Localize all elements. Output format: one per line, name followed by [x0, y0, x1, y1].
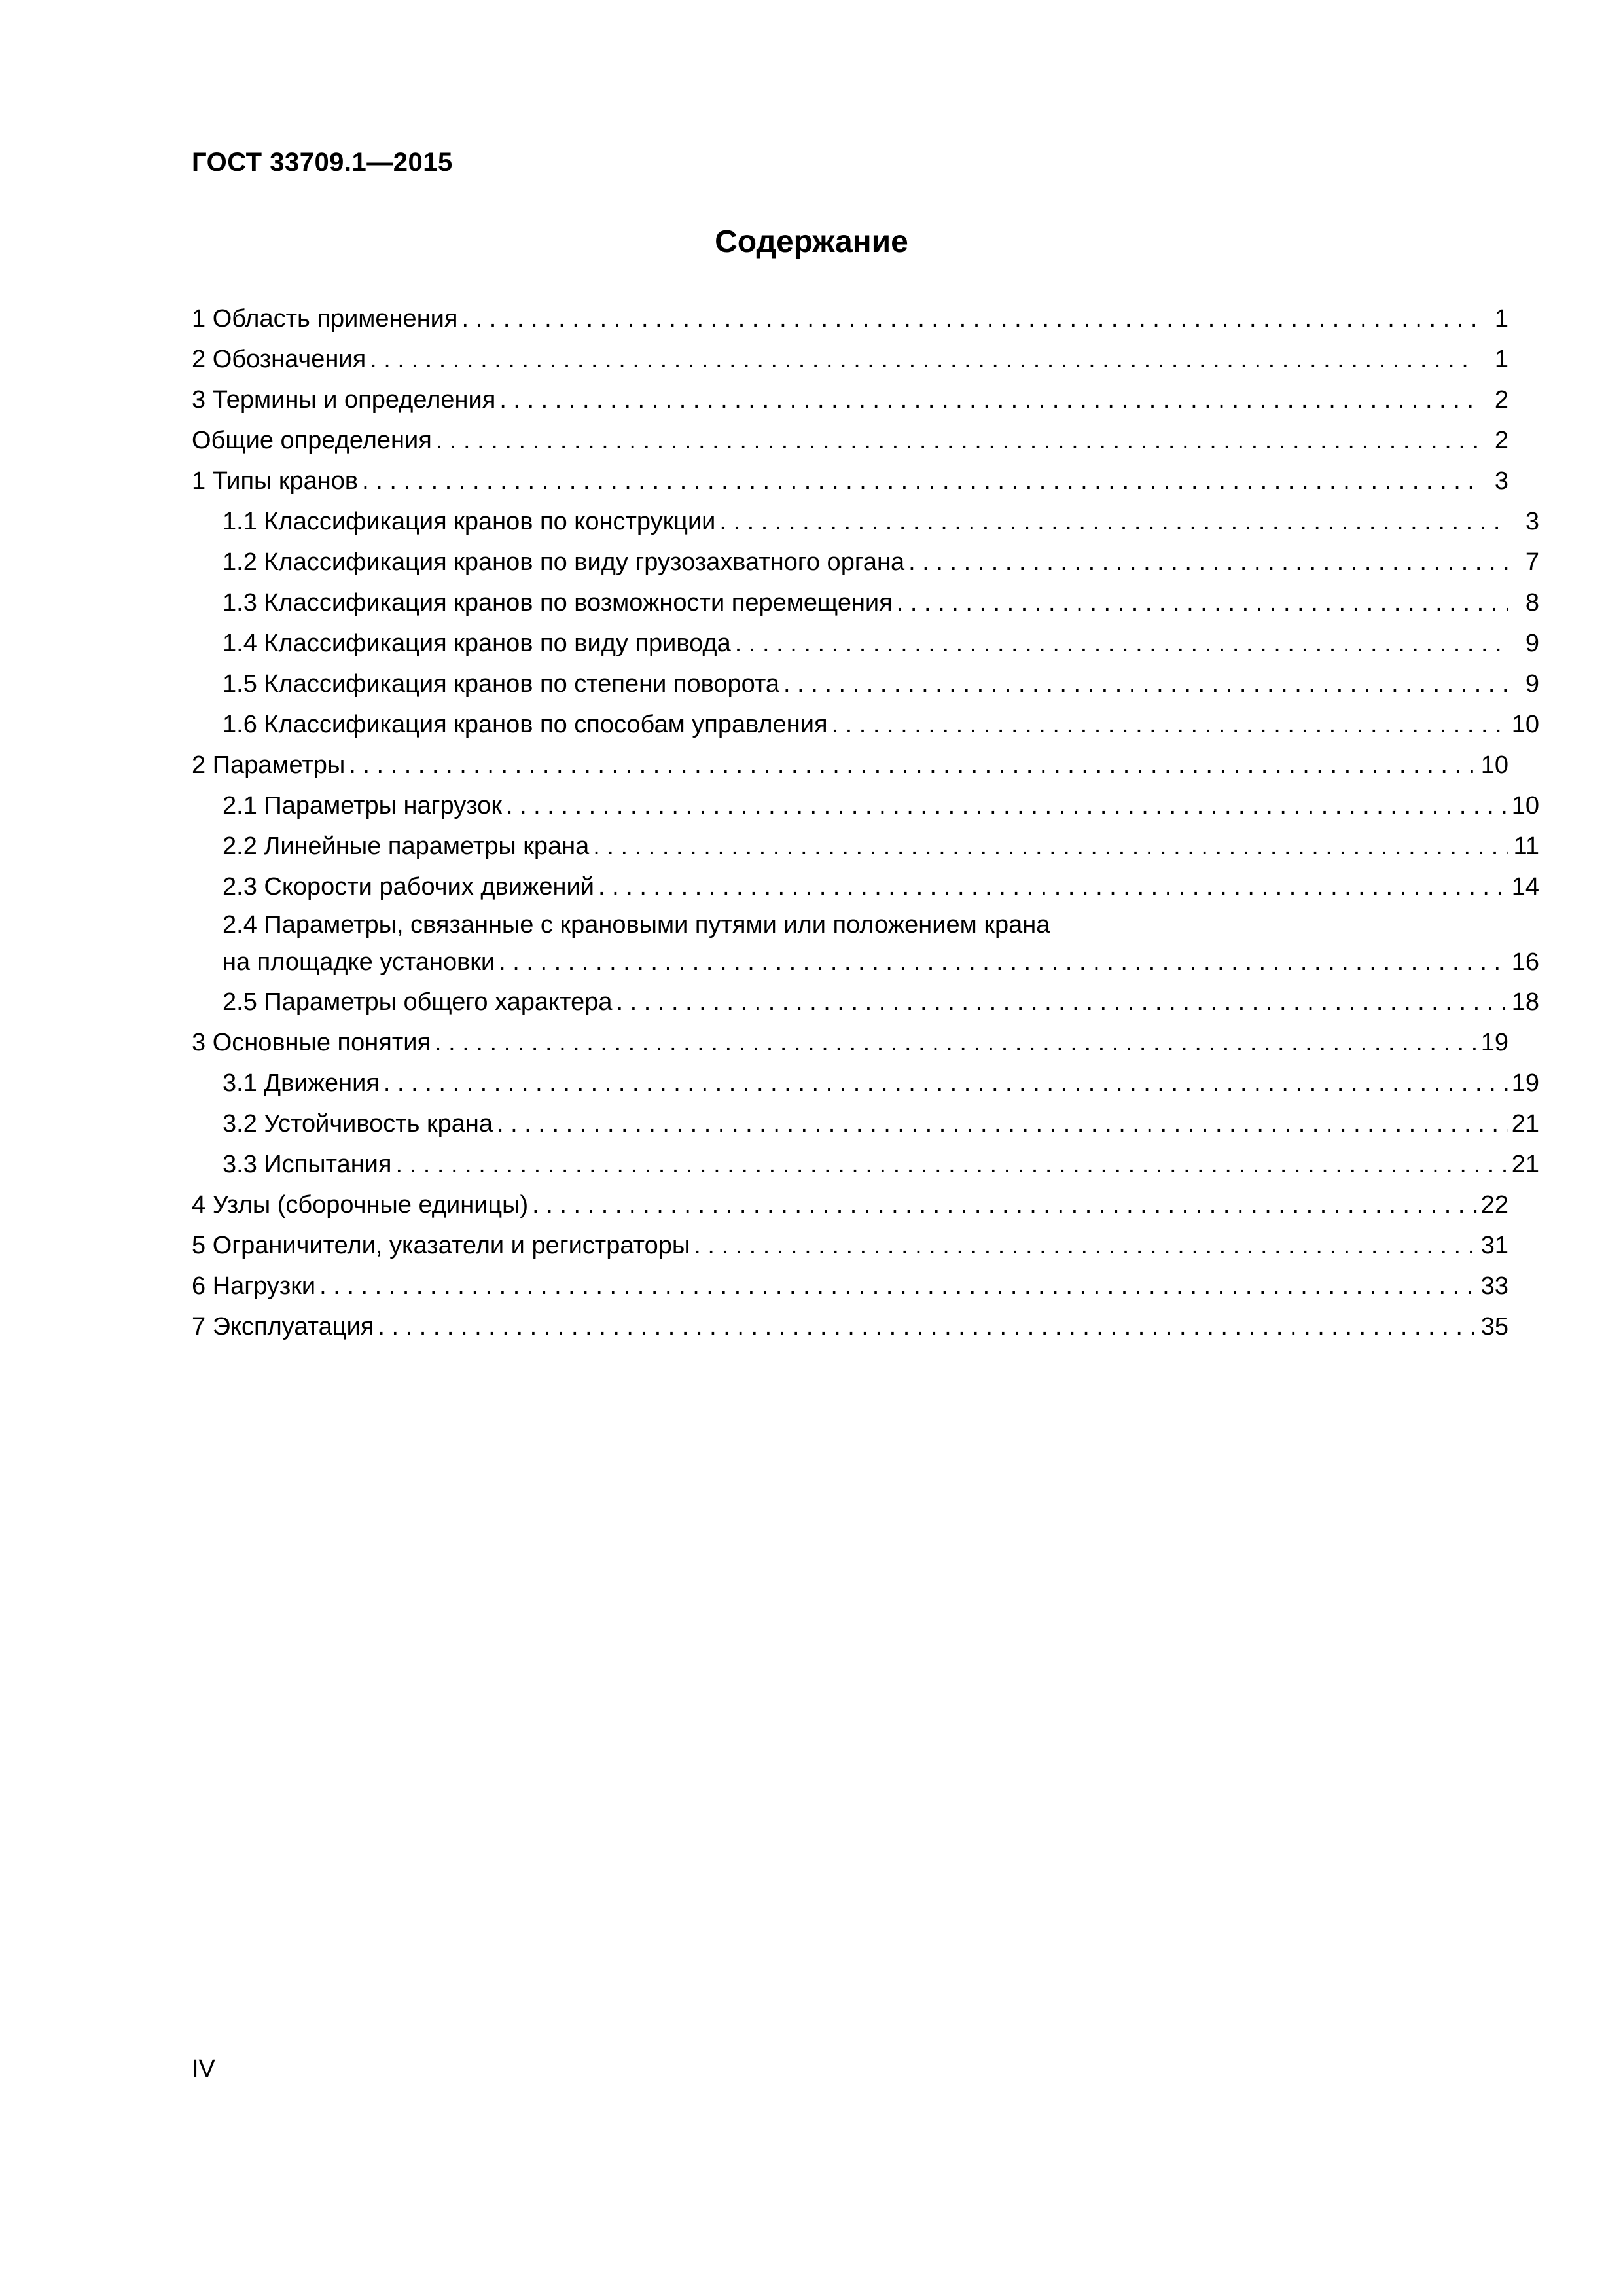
leader-dots	[493, 1103, 1508, 1144]
leader-dots	[731, 623, 1508, 664]
toc-entry-page: 14	[1511, 873, 1539, 901]
toc-entry-label: 1 Типы кранов	[192, 467, 359, 495]
toc-entry-general-definitions[interactable]	[192, 420, 1508, 461]
toc-entry-3-1[interactable]	[192, 1063, 1539, 1103]
leader-dots	[495, 942, 1508, 982]
toc-entry-page: 7	[1525, 548, 1539, 576]
leader-dots	[315, 1266, 1477, 1306]
toc-entry-crane-types[interactable]	[192, 461, 1508, 501]
toc-entry-2-4[interactable]	[192, 907, 1539, 982]
leader-dots	[715, 501, 1508, 542]
toc-entry-page: 2	[1494, 427, 1508, 454]
toc-entry-page: 10	[1480, 751, 1508, 779]
toc-entry-label: 2.2 Линейные параметры крана	[223, 833, 590, 860]
leader-dots	[345, 745, 1477, 785]
toc-entry-1-2[interactable]	[192, 542, 1539, 583]
toc-entry-page: 2	[1494, 386, 1508, 414]
toc-entry-1-1[interactable]	[192, 501, 1539, 542]
leader-dots	[380, 1063, 1508, 1103]
toc-entry-1-3[interactable]	[192, 583, 1539, 623]
leader-dots	[374, 1306, 1477, 1347]
toc-entry-label: 6 Нагрузки	[192, 1272, 316, 1300]
toc-entry-page: 21	[1511, 1151, 1539, 1178]
toc-entry-label: 3.3 Испытания	[223, 1151, 392, 1178]
toc-entry-page: 9	[1525, 630, 1539, 657]
toc-entry-5-limiters[interactable]	[192, 1225, 1508, 1266]
toc-entry-label-continued: на площадке установки	[223, 948, 495, 976]
document-code: ГОСТ 33709.1—2015	[192, 148, 453, 177]
toc-entry-page: 3	[1494, 467, 1508, 495]
leader-dots	[893, 583, 1508, 623]
toc-entry-2-1[interactable]	[192, 785, 1539, 826]
toc-entry-2-5[interactable]	[192, 982, 1539, 1022]
toc-entry-label: 2.4 Параметры, связанные с крановыми путями или положением крана	[223, 911, 1050, 939]
leader-dots	[358, 461, 1477, 501]
toc-entry-label: 3.1 Движения	[223, 1069, 380, 1097]
toc-entry-page: 19	[1480, 1029, 1508, 1056]
toc-entry-label: 1.2 Классификация кранов по виду грузозахватного органа	[223, 548, 905, 576]
toc-entry-page: 21	[1511, 1110, 1539, 1138]
toc-entry-7-operation[interactable]	[192, 1306, 1508, 1347]
toc-entry-1-6[interactable]	[192, 704, 1539, 745]
toc-entry-page: 22	[1480, 1191, 1508, 1219]
toc-entry-page: 8	[1525, 589, 1539, 617]
toc-title: Содержание	[715, 224, 908, 259]
leader-dots	[431, 1022, 1477, 1063]
toc-entry-label: 3 Основные понятия	[192, 1029, 431, 1056]
leader-dots	[528, 1185, 1477, 1225]
leader-dots	[828, 704, 1508, 745]
toc-entry-6-loads[interactable]	[192, 1266, 1508, 1306]
toc-entry-3-2[interactable]	[192, 1103, 1539, 1144]
leader-dots	[779, 664, 1508, 704]
toc-entry-1-4[interactable]	[192, 623, 1539, 664]
toc-entry-page: 16	[1511, 948, 1539, 976]
toc-entry-label: 3 Термины и определения	[192, 386, 496, 414]
page-number: IV	[192, 2055, 215, 2083]
toc-entry-page: 33	[1480, 1272, 1508, 1300]
toc-entry-label: 7 Эксплуатация	[192, 1313, 374, 1340]
table-of-contents	[192, 298, 1539, 1347]
toc-entry-label: 3.2 Устойчивость крана	[223, 1110, 493, 1138]
toc-entry-page: 10	[1511, 711, 1539, 738]
toc-entry-page: 31	[1480, 1232, 1508, 1259]
toc-entry-basic-concepts[interactable]	[192, 1022, 1508, 1063]
toc-entry-3-3[interactable]	[192, 1144, 1539, 1185]
toc-entry-2-2[interactable]	[192, 826, 1539, 867]
toc-entry-1-5[interactable]	[192, 664, 1539, 704]
toc-entry-page: 1	[1494, 305, 1508, 332]
leader-dots	[457, 298, 1477, 339]
toc-entry-4-units[interactable]	[192, 1185, 1508, 1225]
toc-entry-label: 1.3 Классификация кранов по возможности перемещения	[223, 589, 893, 617]
leader-dots	[432, 420, 1477, 461]
toc-entry-label: 2.3 Скорости рабочих движений	[223, 873, 594, 901]
leader-dots	[366, 339, 1477, 380]
leader-dots	[613, 982, 1508, 1022]
toc-entry-label: 4 Узлы (сборочные единицы)	[192, 1191, 529, 1219]
leader-dots	[502, 785, 1508, 826]
toc-entry-parameters[interactable]	[192, 745, 1508, 785]
leader-dots	[495, 380, 1477, 420]
leader-dots	[589, 826, 1508, 867]
toc-entry-label: 2 Параметры	[192, 751, 346, 779]
toc-entry-1-scope[interactable]	[192, 298, 1508, 339]
toc-entry-page: 3	[1525, 508, 1539, 535]
toc-entry-page: 19	[1511, 1069, 1539, 1097]
toc-entry-page: 9	[1525, 670, 1539, 698]
toc-entry-label: 1.1 Классификация кранов по конструкции	[223, 508, 716, 535]
toc-entry-label: 2.1 Параметры нагрузок	[223, 792, 502, 819]
toc-entry-label: 1.6 Классификация кранов по способам управления	[223, 711, 828, 738]
toc-entry-2-3[interactable]	[192, 867, 1539, 907]
toc-entry-label: Общие определения	[192, 427, 432, 454]
toc-entry-page: 11	[1513, 833, 1539, 860]
toc-entry-label: 2.5 Параметры общего характера	[223, 988, 613, 1016]
toc-entry-3-terms[interactable]	[192, 380, 1508, 420]
toc-entry-page: 10	[1511, 792, 1539, 819]
leader-dots	[594, 867, 1508, 907]
toc-entry-page: 1	[1494, 346, 1508, 373]
toc-entry-label: 2 Обозначения	[192, 346, 366, 373]
toc-entry-2-symbols[interactable]	[192, 339, 1508, 380]
leader-dots	[904, 542, 1508, 583]
toc-entry-label: 1.5 Классификация кранов по степени поворота	[223, 670, 780, 698]
leader-dots	[690, 1225, 1477, 1266]
toc-entry-label: 1 Область применения	[192, 305, 458, 332]
toc-entry-page: 18	[1511, 988, 1539, 1016]
toc-entry-label: 5 Ограничители, указатели и регистраторы	[192, 1232, 690, 1259]
toc-entry-label: 1.4 Классификация кранов по виду привода	[223, 630, 731, 657]
toc-entry-page: 35	[1480, 1313, 1508, 1340]
leader-dots	[392, 1144, 1508, 1185]
